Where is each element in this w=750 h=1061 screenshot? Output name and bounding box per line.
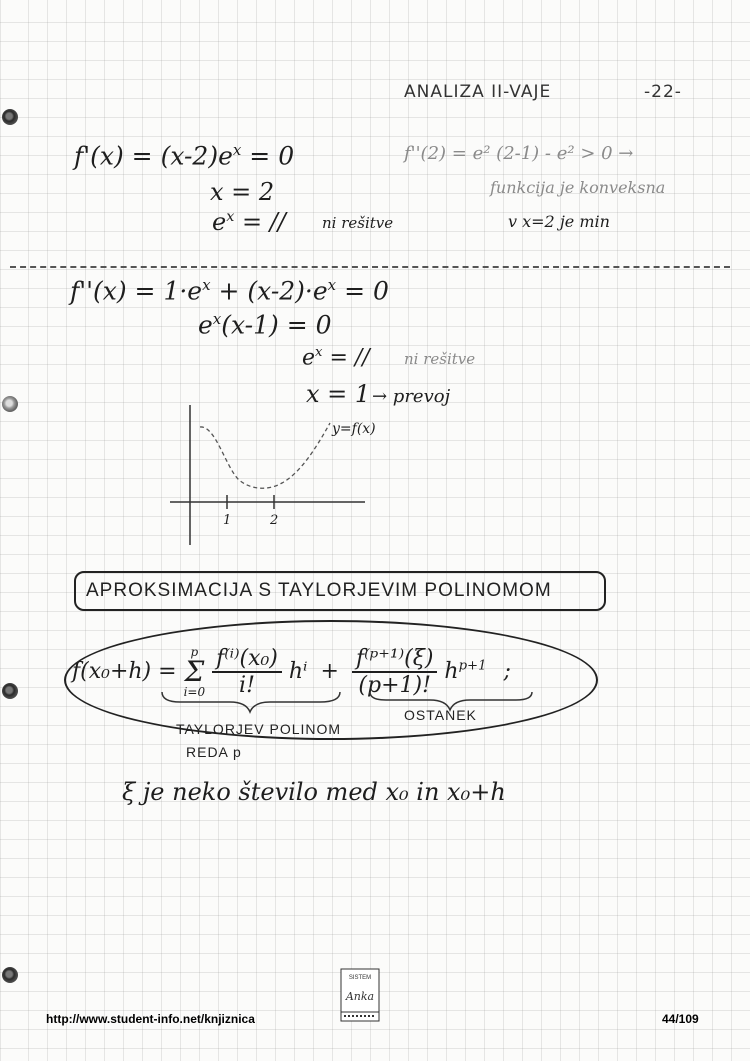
stamp-top-text: SISTEM: [348, 975, 372, 981]
term2-fraction: $\frac{\text{f⁽ᵖ⁺¹⁾(ξ)}}{(p+1)!}$: [352, 646, 437, 698]
stamp-name-text: Anka: [345, 990, 375, 1003]
equation-x-equals-2: x = 2: [210, 178, 275, 206]
page-header-number: -22-: [644, 82, 682, 102]
equation-first-derivative: $f'(x) = (x-2)e^x = 0$: [74, 141, 295, 171]
polynomial-order-label: REDA p: [186, 744, 242, 760]
equation-second-derivative: $f''(x) = 1\cdot e^x + (x-2)\cdot e^x = 0$: [70, 276, 389, 306]
punch-hole: [2, 967, 18, 983]
second-derivative-check: f''(2) = e² (2-1) - e² > 0 →: [404, 143, 634, 164]
inflection-note: → prevoj: [372, 386, 451, 407]
convexity-note: funkcija je konveksna: [490, 178, 666, 197]
function-curve: [200, 423, 330, 488]
minimum-note: v x=2 je min: [508, 212, 610, 231]
footer-page-counter: 44/109: [662, 1012, 699, 1026]
section-title: APROKSIMACIJA S TAYLORJEVIM POLINOMOM: [86, 580, 552, 601]
punch-hole: [2, 683, 18, 699]
underbraces: [150, 688, 550, 718]
equation-factored: $e^x(x-1) = 0$: [198, 310, 332, 340]
equation-x-equals-1: x = 1: [306, 380, 371, 408]
note-no-solution-2: ni rešitve: [404, 350, 476, 368]
remainder-label: OSTANEK: [404, 707, 477, 723]
sum-symbol: p Σ i=0: [183, 645, 206, 699]
page-header-title: ANALIZA II-VAJE: [404, 82, 552, 102]
punch-hole: [2, 109, 18, 125]
sistem-anka-stamp: [340, 968, 380, 1022]
tick-label-1: 1: [223, 513, 232, 528]
equation-ex-no-solution-2: $e^x$ = //: [302, 345, 370, 371]
xi-note: ξ je neko število med x₀ in x₀+h: [122, 778, 506, 806]
taylor-formula: f(x₀+h) = p Σ i=0 $\frac{\text{f⁽ⁱ⁾(x₀)}}{i!}$ hⁱ + $\frac{\text{f⁽ᵖ⁺¹⁾(ξ)}}{(p+1)!}$ $h^{p+1}$ ;: [72, 645, 511, 699]
note-no-solution: ni rešitve: [322, 214, 394, 232]
term1-fraction: $\frac{\text{f⁽ⁱ⁾(x₀)}}{i!}$: [212, 646, 282, 698]
punch-hole: [2, 396, 18, 412]
polynomial-label: TAYLORJEV POLINOM: [176, 721, 342, 737]
polynomial-brace: [162, 692, 340, 712]
footer-url[interactable]: http://www.student-info.net/knjiznica: [46, 1012, 255, 1026]
tick-label-2: 2: [270, 513, 279, 528]
curve-label: y=f(x): [332, 421, 376, 437]
section-divider: [10, 266, 730, 268]
equation-ex-no-solution: $e^x$ = //: [212, 208, 286, 236]
